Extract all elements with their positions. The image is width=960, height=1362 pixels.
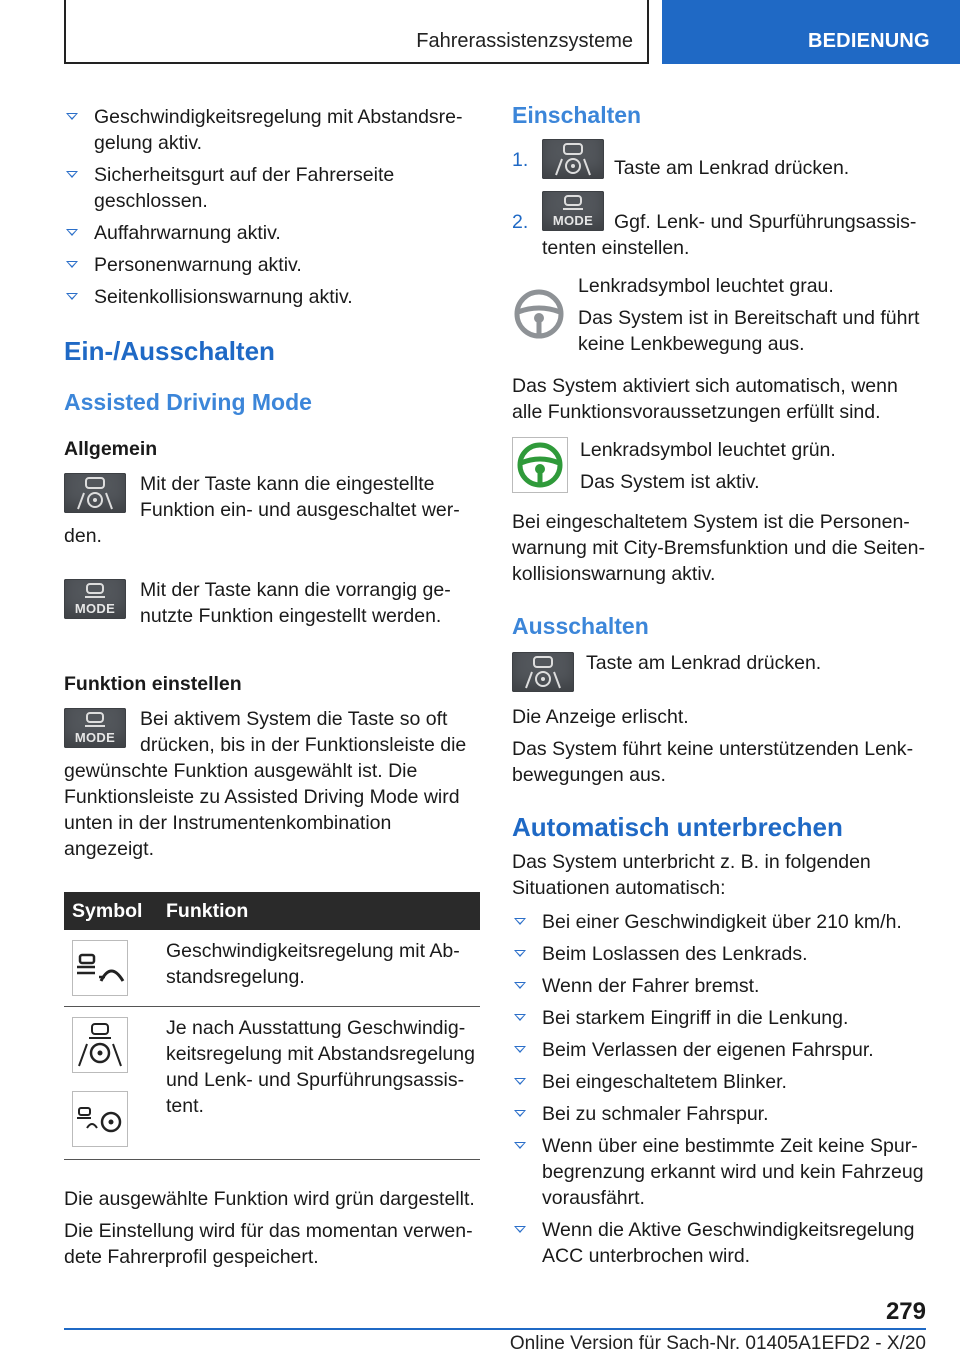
list-item: Bei eingeschaltetem Blinker. xyxy=(512,1069,926,1095)
heading-funktion-einstellen: Funktion einstellen xyxy=(64,673,242,695)
steering-assist-icon xyxy=(512,652,574,692)
mode-button-image xyxy=(542,191,604,231)
step-2 xyxy=(512,191,926,261)
wheel-grey-text-1: Lenkradsymbol leuchtet grau. xyxy=(578,275,834,297)
heading-automatisch-unterbrechen: Automatisch unterbrechen xyxy=(512,812,843,842)
wheel-green-text-2: Das System ist aktiv. xyxy=(580,471,760,493)
assist-button-image xyxy=(512,652,574,692)
keine-lenkbewegung-text: Das System führt keine unterstützenden Lenkbewegungen aus. xyxy=(512,738,914,786)
mode-button-image xyxy=(64,708,126,748)
list-item: Bei zu schmaler Fahrspur. xyxy=(512,1101,926,1127)
heading-allgemein: Allgemein xyxy=(64,438,158,460)
step-number: 1. xyxy=(512,149,529,171)
assist-button-image xyxy=(542,139,604,179)
triangle-bullet-icon xyxy=(514,1014,526,1021)
steering-assist-symbol-icon xyxy=(72,1017,128,1073)
personen-text: Bei eingeschaltetem System ist die Personenwarnung mit City-Bremsfunktion und die Seitenkollisionswarnung aktiv. xyxy=(512,511,925,585)
list-item: Personenwarnung aktiv. xyxy=(64,252,480,278)
table-header-symbol: Symbol xyxy=(64,892,158,930)
list-item: Bei starkem Eingriff in die Lenkung. xyxy=(512,1005,926,1031)
combined-assist-symbol-icon xyxy=(72,1091,128,1147)
interruption-list xyxy=(512,909,926,1269)
allgemein-text-1: Mit der Taste kann die eingestellte Funktion ein- und ausgeschaltet werden. xyxy=(64,473,460,547)
funktion-block xyxy=(64,706,480,862)
table-cell: Geschwindigkeitsregelung mit Abstandsregelung. xyxy=(158,930,480,1007)
after-table-text-2: Die Einstellung wird für das momentan verwendete Fahrerprofil gespeichert. xyxy=(64,1220,473,1268)
triangle-bullet-icon xyxy=(66,293,78,300)
heading-einschalten: Einschalten xyxy=(512,102,642,128)
triangle-bullet-icon xyxy=(514,1078,526,1085)
wheel-green-text-1: Lenkradsymbol leuchtet grün. xyxy=(580,439,836,461)
mode-label: MODE xyxy=(74,730,116,745)
wheel-grey-text-2: Das System ist in Bereitschaft und führt keine Lenkbewegung aus. xyxy=(578,307,920,355)
heading-ausschalten: Ausschalten xyxy=(512,613,649,639)
wheel-green-block xyxy=(512,437,926,495)
section-title: BEDIENUNG xyxy=(808,30,930,52)
ausschalten-text: Taste am Lenkrad drücken. xyxy=(586,652,822,674)
steering-wheel-green-icon xyxy=(512,437,568,493)
allgemein-text-2: Mit der Taste kann die vorrangig genutzte Funktion eingestellt werden. xyxy=(140,579,451,627)
mode-label: MODE xyxy=(74,601,116,616)
step-number: 2. xyxy=(512,211,529,233)
anzeige-text: Die Anzeige erlischt. xyxy=(512,706,689,728)
list-item: Beim Loslassen des Lenkrads. xyxy=(512,941,926,967)
heading-assisted-driving-mode: Assisted Driving Mode xyxy=(64,389,312,415)
list-item: Wenn die Aktive Geschwindigkeitsregelung ACC unterbrochen wird. xyxy=(512,1217,926,1269)
list-item: Seitenkollisionswarnung aktiv. xyxy=(64,284,480,310)
triangle-bullet-icon xyxy=(514,1226,526,1233)
right-column xyxy=(512,100,926,1275)
triangle-bullet-icon xyxy=(66,261,78,268)
list-item: Auffahrwarnung aktiv. xyxy=(64,220,480,246)
step-text: Taste am Lenkrad drücken. xyxy=(614,157,850,179)
list-item: Sicherheitsgurt auf der Fahrerseite geschlossen. xyxy=(64,162,480,214)
triangle-bullet-icon xyxy=(514,982,526,989)
chapter-title: Fahrerassistenzsysteme xyxy=(416,30,633,52)
auto-intro-text: Das System unterbricht z. B. in folgenden Situationen automatisch: xyxy=(512,851,871,899)
left-column xyxy=(64,100,480,1270)
list-item: Geschwindigkeitsregelung mit Abstandsregelung aktiv. xyxy=(64,104,480,156)
list-item: Bei einer Geschwindigkeit über 210 km/h. xyxy=(512,909,926,935)
ausschalten-block xyxy=(512,652,926,692)
triangle-bullet-icon xyxy=(514,1142,526,1149)
table-row xyxy=(64,930,480,1007)
triangle-bullet-icon xyxy=(514,950,526,957)
header-section-box xyxy=(662,0,960,64)
steering-wheel-grey-icon xyxy=(512,287,566,341)
mode-label: MODE xyxy=(552,213,594,228)
heading-ein-ausschalten: Ein-/Ausschalten xyxy=(64,336,275,366)
triangle-bullet-icon xyxy=(66,229,78,236)
list-item: Wenn der Fahrer bremst. xyxy=(512,973,926,999)
mode-button-image xyxy=(64,579,126,619)
table-header-function: Funktion xyxy=(158,892,480,930)
triangle-bullet-icon xyxy=(66,113,78,120)
footer-divider xyxy=(64,1328,926,1330)
triangle-bullet-icon xyxy=(514,1046,526,1053)
symbol-table xyxy=(64,892,480,1160)
triangle-bullet-icon xyxy=(514,1110,526,1117)
table-cell: Je nach Ausstattung Geschwindigkeitsregelung mit Abstandsregelung und Lenk- und Spurführungsassistent. xyxy=(158,1007,480,1160)
triangle-bullet-icon xyxy=(514,918,526,925)
allgemein-block-1 xyxy=(64,471,480,549)
after-table-text-1: Die ausgewählte Funktion wird grün dargestellt. xyxy=(64,1188,475,1210)
funktion-text: Bei aktivem System die Taste so oft drücken, bis in der Funktionsleiste die gewünschte Funktion ausgewählt ist. Die Funktionsleiste zu Assisted Driving Mode wird unten in der Instrumentenkombination angezeigt. xyxy=(64,708,467,860)
steering-assist-icon xyxy=(542,139,604,179)
steering-assist-icon xyxy=(64,473,126,513)
online-version-note: Online Version für Sach-Nr. 01405A1EFD2 - X/20 xyxy=(509,1333,926,1354)
condition-list xyxy=(64,104,480,310)
wheel-grey-block xyxy=(512,273,926,357)
list-item: Beim Verlassen der eigenen Fahrspur. xyxy=(512,1037,926,1063)
acc-distance-symbol-icon xyxy=(72,940,128,996)
step-text: Ggf. Lenk- und Spurführungsassistenten einstellen. xyxy=(542,211,917,259)
allgemein-block-2 xyxy=(64,577,480,629)
page-number: 279 xyxy=(885,1298,926,1325)
triangle-bullet-icon xyxy=(66,171,78,178)
step-1 xyxy=(512,139,926,181)
list-item: Wenn über eine bestimmte Zeit keine Spurbegrenzung erkannt wird und kein Fahrzeug vorausfährt. xyxy=(512,1133,926,1211)
table-row xyxy=(64,1007,480,1160)
assist-button-image xyxy=(64,473,126,513)
header-chapter-box xyxy=(64,0,649,64)
auto-activation-text: Das System aktiviert sich automatisch, wenn alle Funktionsvoraussetzungen erfüllt sind. xyxy=(512,375,898,423)
